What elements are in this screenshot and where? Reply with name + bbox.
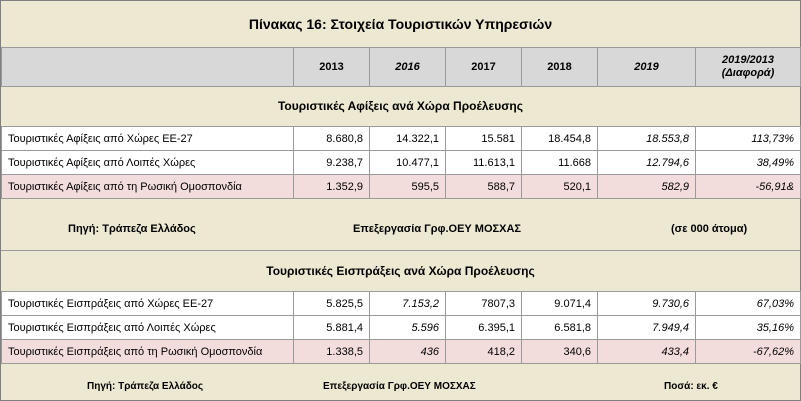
col-diff [696,48,801,87]
cell-2019: 18.553,8 [598,127,696,151]
cell-diff: -67,62% [696,340,801,364]
cell-2016: 5.596 [370,316,446,340]
cell-2019: 433,4 [598,340,696,364]
table-row [2,292,801,316]
unit-text: Ποσά: εκ. € [664,381,718,392]
cell-2013: 5.825,5 [294,292,370,316]
section1-source-line [1,223,800,237]
source-text: Πηγή: Τράπεζα Ελλάδος [68,223,196,235]
table-row-highlighted [2,175,801,199]
cell-2013: 1.338,5 [294,340,370,364]
cell-2017: 15.581 [446,127,522,151]
col-diff-line1: 2019/2013 [722,54,774,66]
divider [1,250,800,251]
cell-2019: 9.730,6 [598,292,696,316]
section1-table [1,126,801,199]
section1-heading: Τουριστικές Αφίξεις ανά Χώρα Προέλευσης [277,99,524,113]
cell-diff: 35,16% [696,316,801,340]
cell-2018: 18.454,8 [522,127,598,151]
row-label: Τουριστικές Αφίξεις από Λοιπές Χώρες [2,151,294,175]
cell-2017: 11.613,1 [446,151,522,175]
section2-table [1,291,801,364]
processing-text: Επεξεργασία Γρφ.ΟΕΥ ΜΟΣΧΑΣ [323,381,476,392]
cell-2013: 8.680,8 [294,127,370,151]
cell-2016: 14.322,1 [370,127,446,151]
cell-diff: 38,49% [696,151,801,175]
cell-2017: 6.395,1 [446,316,522,340]
cell-2018: 9.071,4 [522,292,598,316]
cell-2019: 582,9 [598,175,696,199]
cell-2016: 436 [370,340,446,364]
table-row-highlighted [2,340,801,364]
cell-2013: 1.352,9 [294,175,370,199]
source-text: Πηγή: Τράπεζα Ελλάδος [87,381,204,392]
section2-source-line [1,381,800,395]
table-row [2,127,801,151]
cell-2017: 588,7 [446,175,522,199]
cell-2017: 418,2 [446,340,522,364]
row-label: Τουριστικές Εισπράξεις από Λοιπές Χώρες [2,316,294,340]
table-title: Πίνακας 16: Στοιχεία Τουριστικών Υπηρεσιών [1,1,800,48]
col-2013: 2013 [294,48,370,87]
row-label: Τουριστικές Αφίξεις από τη Ρωσική Ομοσπονδία [2,175,294,199]
cell-2019: 7.949,4 [598,316,696,340]
col-2019: 2019 [598,48,696,87]
row-label: Τουριστικές Εισπράξεις από τη Ρωσική Ομοσπονδία [2,340,294,364]
unit-text: (σε 000 άτομα) [671,223,748,235]
cell-2018: 6.581,8 [522,316,598,340]
column-header-row [1,47,801,87]
table-row [2,151,801,175]
header-label-cell [2,48,294,87]
cell-2018: 11.668 [522,151,598,175]
col-2018: 2018 [522,48,598,87]
cell-2019: 12.794,6 [598,151,696,175]
processing-text: Επεξεργασία Γρφ.ΟΕΥ ΜΟΣΧΑΣ [353,223,522,235]
section2-heading: Τουριστικές Εισπράξεις ανά Χώρα Προέλευσης [266,264,535,278]
cell-2017: 7807,3 [446,292,522,316]
cell-diff: 67,03% [696,292,801,316]
cell-2018: 520,1 [522,175,598,199]
table-row [2,316,801,340]
row-label: Τουριστικές Εισπράξεις από Χώρες ΕΕ-27 [2,292,294,316]
cell-2013: 5.881,4 [294,316,370,340]
cell-2013: 9.238,7 [294,151,370,175]
row-label: Τουριστικές Αφίξεις από Χώρες ΕΕ-27 [2,127,294,151]
cell-diff: 113,73% [696,127,801,151]
cell-2016: 10.477,1 [370,151,446,175]
col-2016: 2016 [370,48,446,87]
cell-diff: -56,91& [696,175,801,199]
cell-2016: 595,5 [370,175,446,199]
cell-2018: 340,6 [522,340,598,364]
cell-2016: 7.153,2 [370,292,446,316]
col-diff-line2: (Διαφορά) [721,67,775,79]
col-2017: 2017 [446,48,522,87]
